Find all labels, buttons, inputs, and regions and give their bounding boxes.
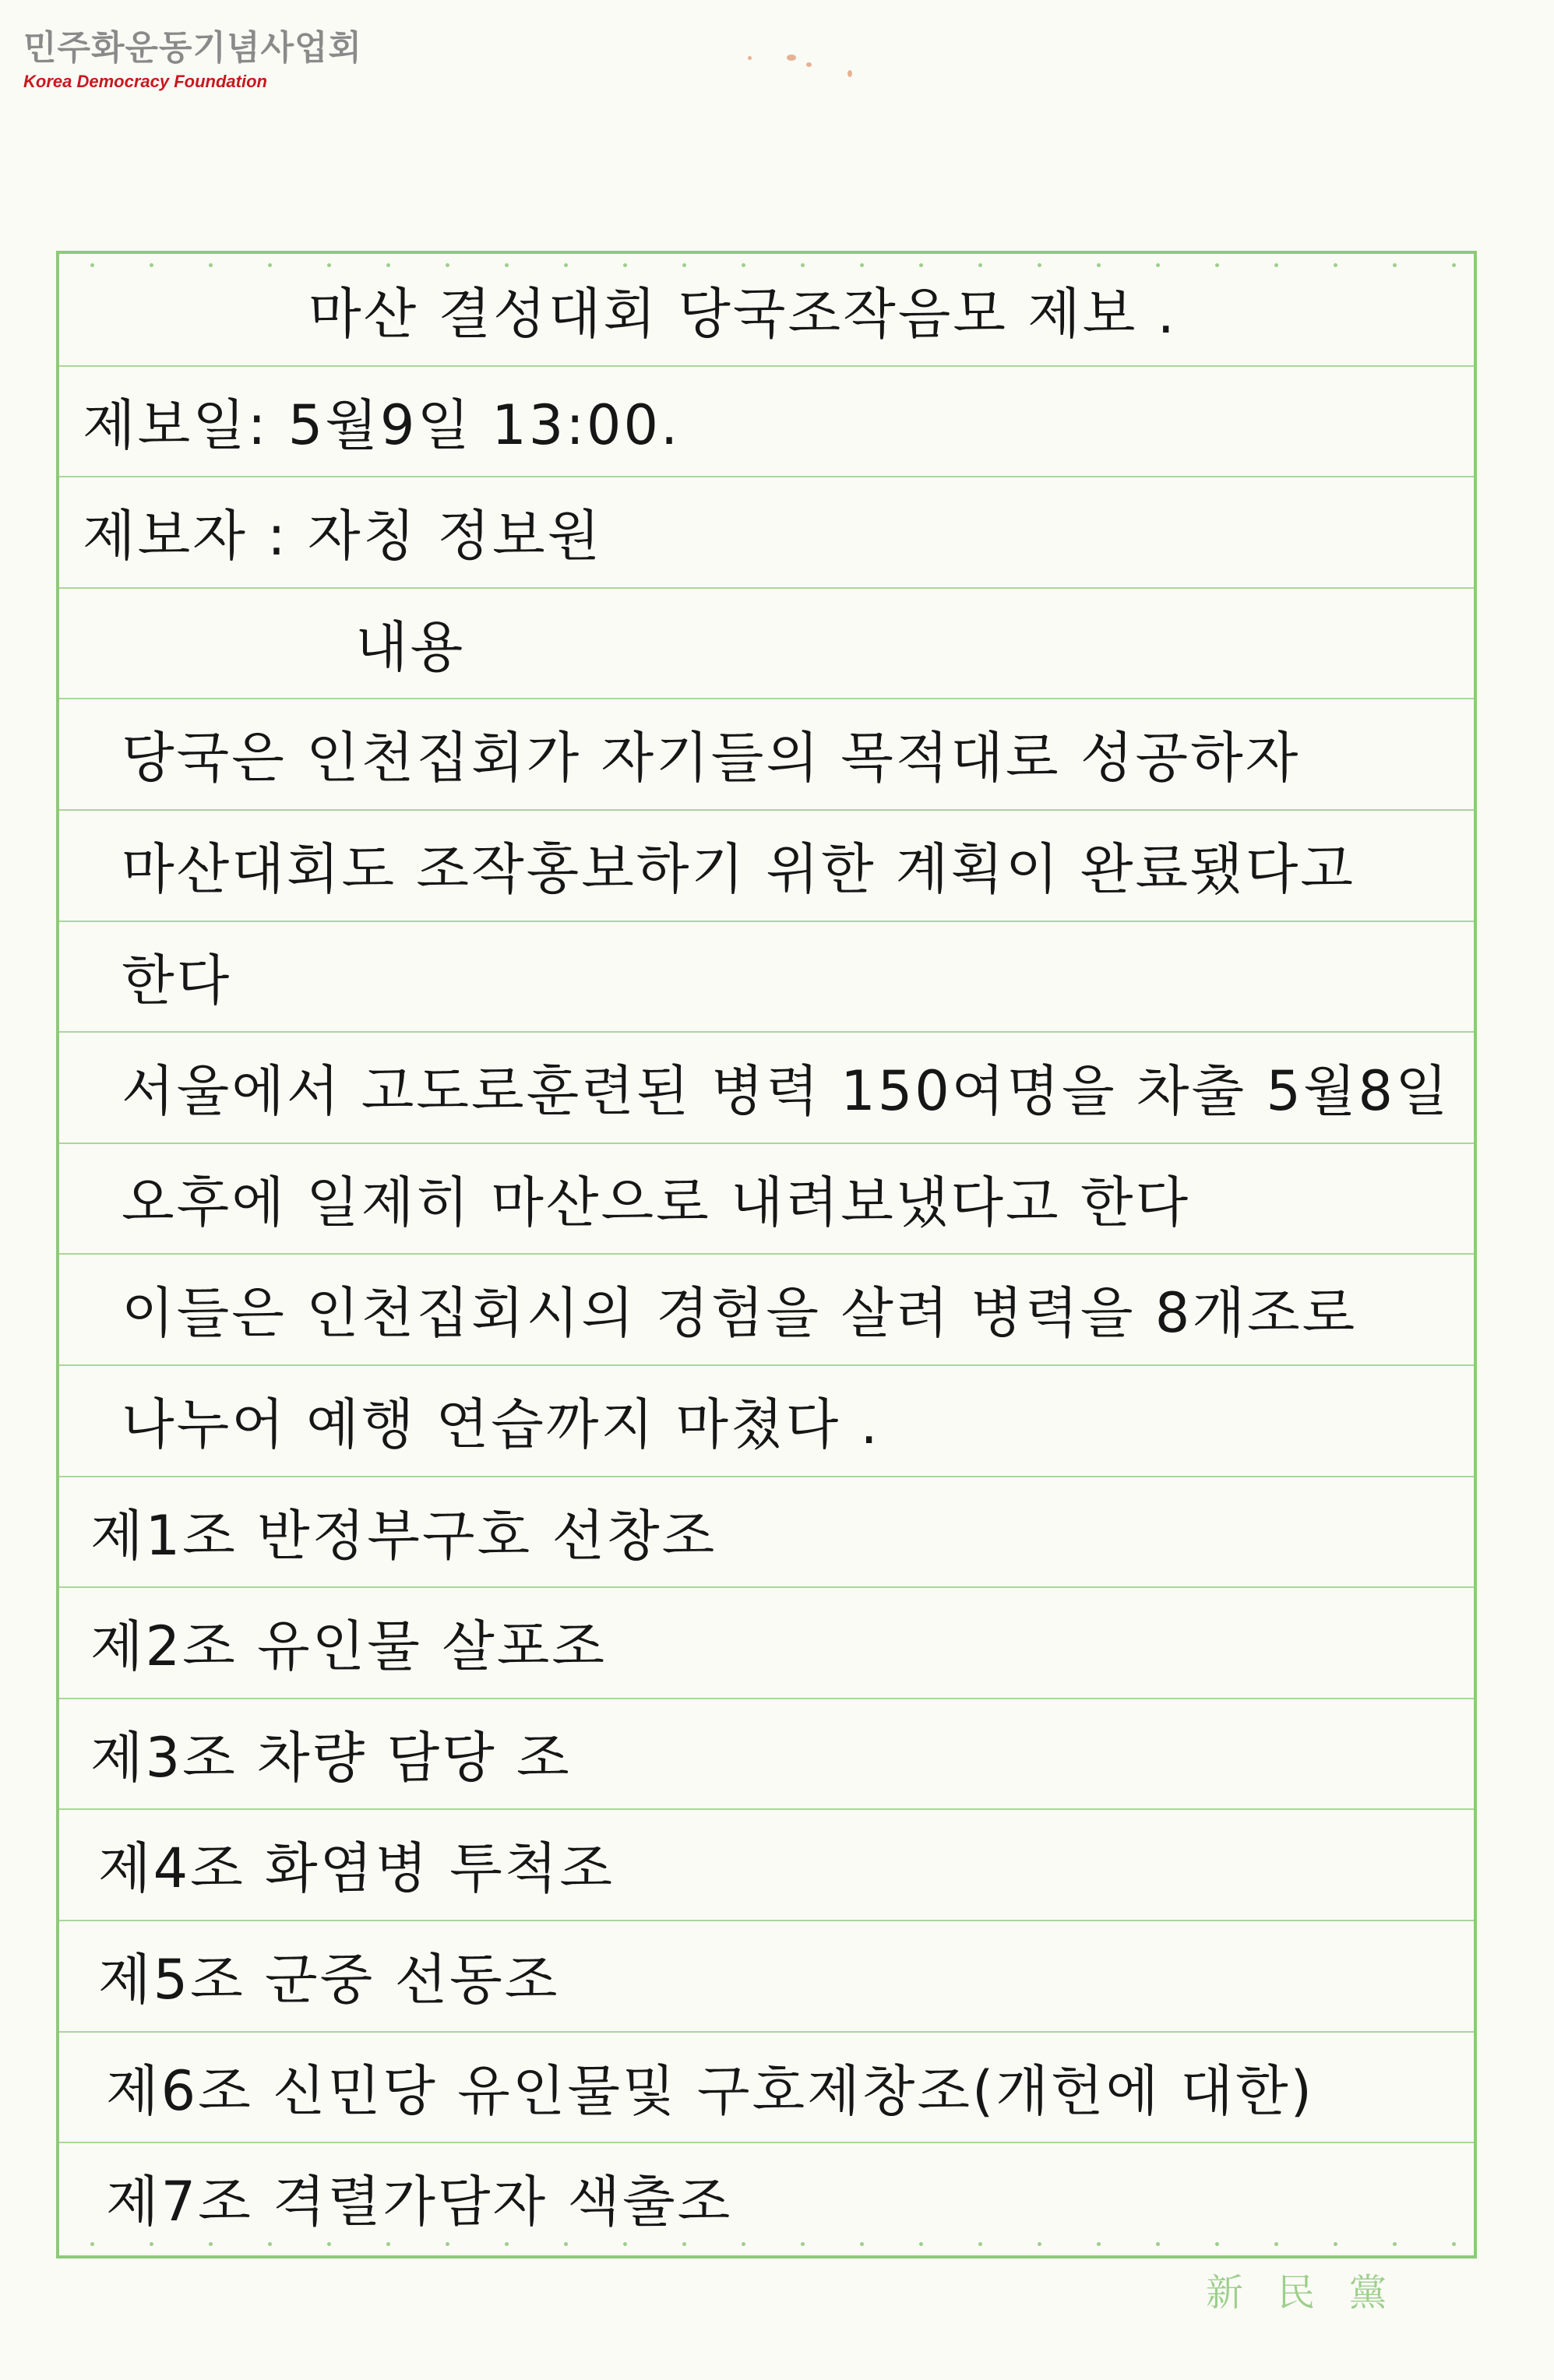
ruled-letter-sheet [56, 251, 1477, 2259]
handwritten-line-text: 내용 [355, 615, 466, 679]
paper-stain [806, 62, 812, 67]
handwritten-line-text: 한다 [122, 949, 232, 1012]
handwritten-line-text: 제5조 군중 선동조 [98, 1948, 560, 2012]
handwritten-line [59, 2142, 1474, 2252]
handwritten-line-text: 제7조 격렬가담자 색출조 [106, 2170, 733, 2234]
handwritten-line [59, 1476, 1474, 1586]
handwritten-line-text: 당국은 인천집회가 자기들의 목적대로 성공하자 [122, 726, 1301, 790]
party-letterhead-brand: 新民黨 [1206, 2271, 1422, 2315]
handwritten-line-text: 이들은 인천집회시의 경험을 살려 병력을 8개조로 [122, 1281, 1358, 1345]
handwritten-line [59, 1920, 1474, 2030]
handwritten-line [59, 1698, 1474, 1808]
logo-korean-text: 민주화운동기념사업회 [23, 28, 363, 68]
handwritten-line [59, 1808, 1474, 1919]
handwritten-line [59, 365, 1474, 476]
paper-stain [787, 55, 796, 61]
handwritten-line [59, 2031, 1474, 2142]
handwritten-line [59, 698, 1474, 808]
logo-english-text: Korea Democracy Foundation [23, 72, 267, 91]
handwritten-line [59, 809, 1474, 920]
handwritten-line [59, 1142, 1474, 1253]
handwritten-line-text: 나누어 예행 연습까지 마쳤다 . [122, 1392, 880, 1456]
handwritten-line-text: 제보일: 5월9일 13:00. [83, 393, 681, 457]
handwritten-line [59, 476, 1474, 586]
handwritten-line-text: 제6조 신민당 유인물및 구호제창조(개헌에 대한) [106, 2059, 1314, 2123]
handwritten-line [59, 1253, 1474, 1364]
handwritten-line [59, 1364, 1474, 1475]
handwritten-line [59, 921, 1474, 1031]
handwritten-line-text: 오후에 일제히 마산으로 내려보냈다고 한다 [122, 1171, 1191, 1234]
handwritten-line-text: 제1조 반정부구호 선창조 [90, 1504, 717, 1568]
paper-stain [748, 56, 752, 60]
handwritten-line [59, 1586, 1474, 1697]
foundation-logo [23, 26, 363, 104]
paper-stain [847, 70, 852, 77]
handwritten-line [59, 254, 1474, 364]
handwritten-line-text: 마산대회도 조작홍보하기 위한 계획이 완료됐다고 [122, 837, 1356, 901]
handwritten-line-text: 제보자 : 자칭 정보원 [83, 504, 603, 568]
handwritten-line-text: 제3조 차량 담당 조 [90, 1726, 572, 1790]
handwritten-line-text: 마산 결성대회 당국조작음모 제보 . [308, 282, 1177, 346]
handwritten-line [59, 1031, 1474, 1142]
handwritten-line-text: 제2조 유인물 살포조 [90, 1614, 607, 1678]
handwritten-line-text: 서울에서 고도로훈련된 병력 150여명을 차출 5월8일 [122, 1059, 1450, 1123]
handwritten-line-text: 제4조 화염병 투척조 [98, 1836, 615, 1900]
handwritten-line [59, 587, 1474, 698]
